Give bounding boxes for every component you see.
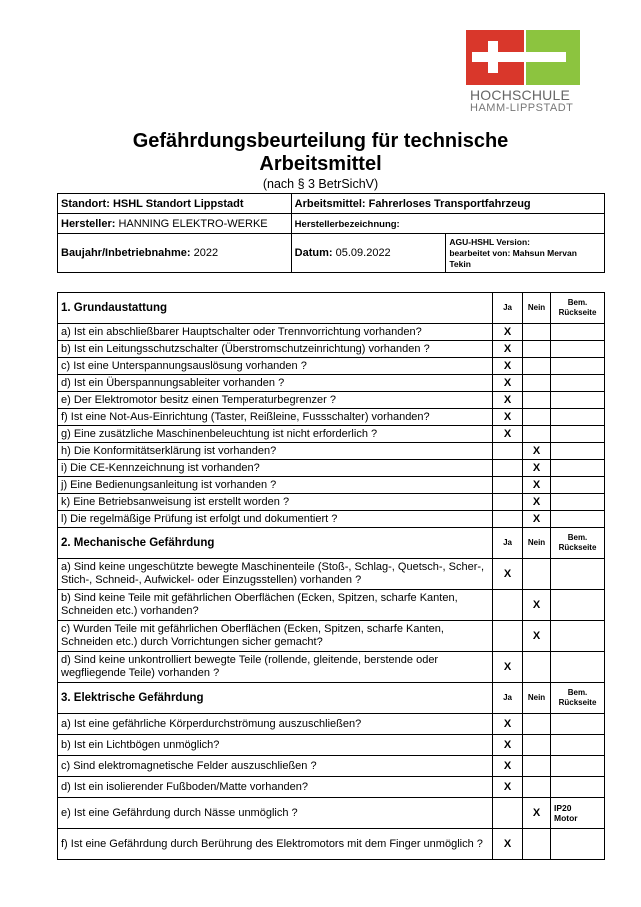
page-subtitle: (nach § 3 BetrSichV) [262, 177, 379, 191]
bem-note-line1: IP20 [554, 803, 572, 813]
column-ja-header: Ja [493, 683, 523, 714]
nein-mark [523, 341, 551, 358]
question-text: d) Ist ein Überspannungsableiter vorhanden ? [58, 375, 493, 392]
question-row [58, 341, 605, 358]
bem-cell [551, 798, 605, 829]
arbeitsmittel-value: Fahrerloses Transportfahrzeug [368, 197, 531, 210]
bem-cell [551, 652, 605, 683]
bem-header-line2: Rückseite [558, 698, 597, 707]
question-row [58, 559, 605, 590]
bem-cell [551, 341, 605, 358]
ja-mark: X [493, 358, 523, 375]
question-row [58, 460, 605, 477]
info-table [57, 193, 605, 273]
checklist-table [57, 292, 605, 860]
standort-cell [58, 194, 292, 214]
ja-mark: X [493, 392, 523, 409]
ja-mark: X [493, 375, 523, 392]
bem-cell [551, 477, 605, 494]
bem-header-line2: Rückseite [558, 308, 597, 317]
hersteller-cell [58, 214, 292, 234]
bem-cell [551, 409, 605, 426]
version-line1: AGU-HSHL Version: [449, 236, 530, 247]
ja-mark: X [493, 829, 523, 860]
nein-mark [523, 324, 551, 341]
nein-mark [523, 652, 551, 683]
ja-mark [493, 511, 523, 528]
question-text: c) Wurden Teile mit gefährlichen Oberflächen (Ecken, Spitzen, scharfe Kanten, Schneiden etc.) durch Vorrichtungen sicher gemacht? [58, 621, 493, 652]
section-header-row [58, 683, 605, 714]
baujahr-label: Baujahr/Inbetriebnahme: [61, 247, 191, 259]
bem-cell [551, 590, 605, 621]
question-row [58, 392, 605, 409]
question-row [58, 798, 605, 829]
section-title: 2. Mechanische Gefährdung [58, 528, 493, 559]
logo-text-hochschule: HOCHSCHULE [470, 87, 571, 103]
nein-mark [523, 392, 551, 409]
nein-mark: X [523, 477, 551, 494]
ja-mark: X [493, 652, 523, 683]
question-text: h) Die Konformitätserklärung ist vorhanden? [58, 443, 493, 460]
question-text: a) Sind keine ungeschützte bewegte Maschinenteile (Stoß-, Schlag-, Quetsch-, Scher-, Stich-, Schneid-, Aufwickel- oder Einzugsstellen) vorhanden ? [58, 559, 493, 590]
datum-label: Datum: [294, 247, 333, 259]
nein-mark [523, 756, 551, 777]
question-text: d) Ist ein isolierender Fußboden/Matte vorhanden? [58, 777, 493, 798]
question-row [58, 409, 605, 426]
bem-cell [551, 358, 605, 375]
question-text: b) Sind keine Teile mit gefährlichen Oberflächen (Ecken, Spitzen, scharfe Kanten, Schneiden etc.) vorhanden? [58, 590, 493, 621]
hshl-logo [466, 30, 580, 116]
question-text: j) Eine Bedienungsanleitung ist vorhanden ? [58, 477, 493, 494]
nein-mark: X [523, 621, 551, 652]
column-nein-header: Nein [523, 293, 551, 324]
question-text: k) Eine Betriebsanweisung ist erstellt worden ? [58, 494, 493, 511]
datum-cell [291, 234, 446, 273]
section-header-row [58, 528, 605, 559]
question-text: a) Ist eine gefährliche Körperdurchströmung auszuschließen? [58, 714, 493, 735]
datum-value: 05.09.2022 [335, 247, 391, 259]
ja-mark [493, 443, 523, 460]
section-title: 3. Elektrische Gefährdung [58, 683, 493, 714]
ja-mark [493, 621, 523, 652]
section-header-row [58, 293, 605, 324]
page-title-line2: Arbeitsmittel [259, 153, 382, 175]
bem-cell [551, 714, 605, 735]
bem-cell [551, 426, 605, 443]
ja-mark: X [493, 324, 523, 341]
ja-mark [493, 798, 523, 829]
ja-mark [493, 477, 523, 494]
logo-text-hamm-lippstadt: HAMM-LIPPSTADT [470, 102, 574, 114]
nein-mark: X [523, 460, 551, 477]
ja-mark: X [493, 409, 523, 426]
question-text: b) Ist ein Lichtbögen unmöglich? [58, 735, 493, 756]
question-text: i) Die CE-Kennzeichnung ist vorhanden? [58, 460, 493, 477]
column-nein-header: Nein [523, 528, 551, 559]
herstellerbezeichnung-label: Herstellerbezeichnung: [294, 218, 400, 230]
bem-cell [551, 829, 605, 860]
question-text: b) Ist ein Leitungsschutzschalter (Überstromschutzeinrichtung) vorhanden ? [58, 341, 493, 358]
ja-mark [493, 460, 523, 477]
nein-mark [523, 714, 551, 735]
hersteller-value: HANNING ELEKTRO-WERKE [118, 217, 268, 230]
question-text: c) Ist eine Unterspannungsauslösung vorhanden ? [58, 358, 493, 375]
page-title-line1: Gefährdungsbeurteilung für technische [132, 130, 509, 152]
bem-cell [551, 460, 605, 477]
ja-mark: X [493, 735, 523, 756]
question-text: f) Ist eine Not-Aus-Einrichtung (Taster, Reißleine, Fussschalter) vorhanden? [58, 409, 493, 426]
column-ja-header: Ja [493, 293, 523, 324]
standort-label: Standort: [61, 197, 110, 210]
column-bem-header [551, 683, 605, 714]
bem-cell [551, 443, 605, 460]
arbeitsmittel-cell [291, 194, 604, 214]
nein-mark [523, 426, 551, 443]
baujahr-value: 2022 [193, 247, 219, 259]
baujahr-cell [58, 234, 292, 273]
column-bem-header [551, 528, 605, 559]
bem-note-line2: Motor [554, 813, 578, 823]
ja-mark: X [493, 426, 523, 443]
nein-mark: X [523, 494, 551, 511]
bem-header-line2: Rückseite [558, 543, 597, 552]
ja-mark: X [493, 714, 523, 735]
ja-mark: X [493, 341, 523, 358]
question-row [58, 443, 605, 460]
question-row [58, 756, 605, 777]
logo-cross-horizontal [472, 52, 566, 62]
standort-value: HSHL Standort Lippstadt [112, 197, 244, 210]
bem-cell [551, 511, 605, 528]
nein-mark [523, 829, 551, 860]
hersteller-label: Hersteller: [61, 217, 116, 230]
ja-mark [493, 590, 523, 621]
bem-cell [551, 392, 605, 409]
question-text: l) Die regelmäßige Prüfung ist erfolgt und dokumentiert ? [58, 511, 493, 528]
nein-mark [523, 358, 551, 375]
question-row [58, 777, 605, 798]
version-line2: bearbeitet von: Mahsun Mervan [449, 247, 577, 258]
ja-mark: X [493, 559, 523, 590]
bem-cell [551, 621, 605, 652]
nein-mark: X [523, 798, 551, 829]
bem-cell [551, 494, 605, 511]
nein-mark [523, 777, 551, 798]
nein-mark [523, 559, 551, 590]
nein-mark: X [523, 443, 551, 460]
question-row [58, 494, 605, 511]
column-ja-header: Ja [493, 528, 523, 559]
info-row-baujahr [58, 234, 605, 273]
question-text: d) Sind keine unkontrolliert bewegte Teile (rollende, gleitende, berstende oder wegfliegende Teile) vorhanden ? [58, 652, 493, 683]
question-row [58, 324, 605, 341]
bem-cell [551, 756, 605, 777]
bem-cell [551, 735, 605, 756]
column-nein-header: Nein [523, 683, 551, 714]
question-text: f) Ist eine Gefährdung durch Berührung des Elektromotors mit dem Finger unmöglich ? [58, 829, 493, 860]
hshl-logo-graphic [466, 30, 580, 85]
version-line3: Tekin [449, 258, 471, 269]
bem-cell [551, 375, 605, 392]
nein-mark [523, 375, 551, 392]
question-text: g) Eine zusätzliche Maschinenbeleuchtung ist nicht erforderlich ? [58, 426, 493, 443]
question-text: e) Ist eine Gefährdung durch Nässe unmöglich ? [58, 798, 493, 829]
question-row [58, 477, 605, 494]
nein-mark: X [523, 511, 551, 528]
question-text: c) Sind elektromagnetische Felder auszuschließen ? [58, 756, 493, 777]
info-row-standort [58, 194, 605, 214]
nein-mark [523, 735, 551, 756]
arbeitsmittel-label: Arbeitsmittel: [294, 197, 366, 210]
question-row [58, 735, 605, 756]
question-row [58, 590, 605, 621]
bem-header-line1: Bem. [567, 533, 588, 542]
nein-mark: X [523, 590, 551, 621]
column-bem-header [551, 293, 605, 324]
question-text: a) Ist ein abschließbarer Hauptschalter oder Trennvorrichtung vorhanden? [58, 324, 493, 341]
question-row [58, 375, 605, 392]
herstellerbezeichnung-cell [291, 214, 604, 234]
question-row [58, 511, 605, 528]
ja-mark: X [493, 777, 523, 798]
question-text: e) Der Elektromotor besitz einen Temperaturbegrenzer ? [58, 392, 493, 409]
info-row-hersteller [58, 214, 605, 234]
section-title: 1. Grundaustattung [58, 293, 493, 324]
bem-header-line1: Bem. [567, 688, 588, 697]
bem-cell [551, 777, 605, 798]
question-row [58, 621, 605, 652]
question-row [58, 652, 605, 683]
question-row [58, 358, 605, 375]
bem-header-line1: Bem. [567, 298, 588, 307]
question-row [58, 714, 605, 735]
question-row [58, 426, 605, 443]
ja-mark [493, 494, 523, 511]
nein-mark [523, 409, 551, 426]
bem-cell [551, 324, 605, 341]
bem-cell [551, 559, 605, 590]
ja-mark: X [493, 756, 523, 777]
question-row [58, 829, 605, 860]
version-cell [446, 234, 605, 273]
